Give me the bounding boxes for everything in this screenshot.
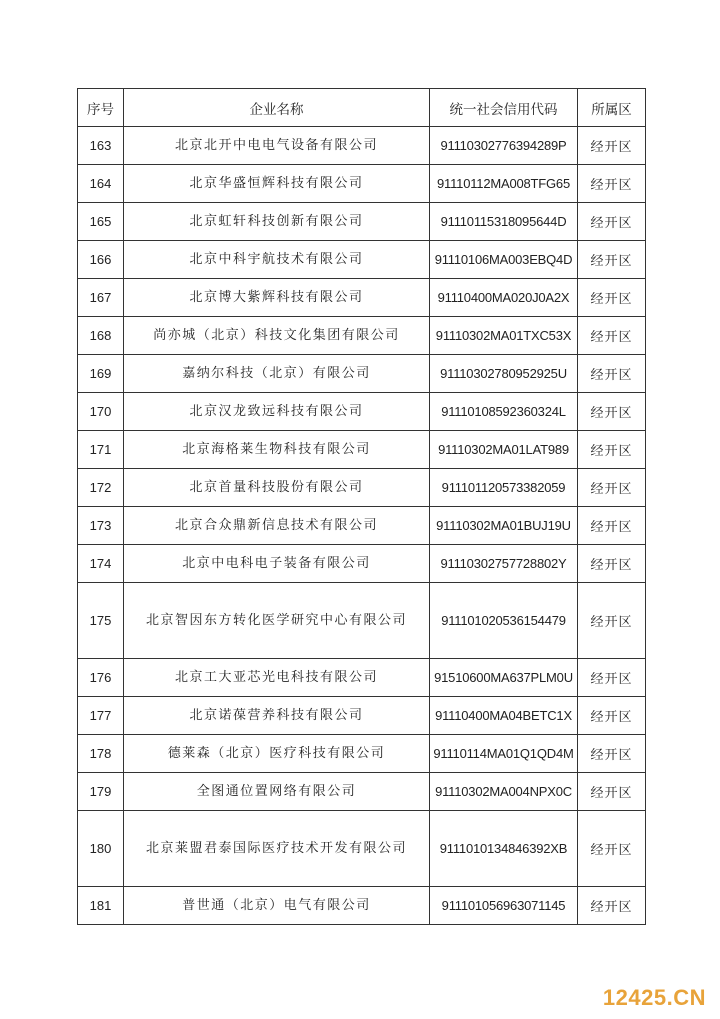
- cell-district: 经开区: [578, 355, 646, 393]
- cell-credit-code: 91110112MA008TFG65: [430, 165, 578, 203]
- cell-district: 经开区: [578, 507, 646, 545]
- table-row: [78, 431, 646, 469]
- cell-district: 经开区: [578, 469, 646, 507]
- table-row: [78, 203, 646, 241]
- cell-company-name: 德莱森（北京）医疗科技有限公司: [124, 735, 430, 773]
- cell-credit-code: 91510600MA637PLM0U: [430, 659, 578, 697]
- table-row: [78, 127, 646, 165]
- table-row: [78, 545, 646, 583]
- table-row: [78, 697, 646, 735]
- watermark-logo: 12425.CN: [602, 985, 706, 1010]
- cell-credit-code: 91110302776394289P: [430, 127, 578, 165]
- cell-seq: 181: [78, 887, 124, 925]
- cell-credit-code: 91110114MA01Q1QD4M: [430, 735, 578, 773]
- cell-credit-code: 91110302MA01BUJ19U: [430, 507, 578, 545]
- table-row: [78, 469, 646, 507]
- cell-company-name: 北京中科宇航技术有限公司: [124, 241, 430, 279]
- cell-district: 经开区: [578, 659, 646, 697]
- header-credit-code: 统一社会信用代码: [430, 89, 578, 127]
- cell-seq: 168: [78, 317, 124, 355]
- cell-company-name: 普世通（北京）电气有限公司: [124, 887, 430, 925]
- cell-district: 经开区: [578, 545, 646, 583]
- cell-seq: 165: [78, 203, 124, 241]
- company-table: [77, 88, 646, 925]
- cell-credit-code: 91110115318095644D: [430, 203, 578, 241]
- cell-seq: 177: [78, 697, 124, 735]
- cell-company-name: 北京虹轩科技创新有限公司: [124, 203, 430, 241]
- table-row: [78, 583, 646, 659]
- cell-seq: 172: [78, 469, 124, 507]
- cell-credit-code: 91110302MA004NPX0C: [430, 773, 578, 811]
- cell-company-name: 北京莱盟君泰国际医疗技术开发有限公司: [124, 811, 430, 887]
- cell-credit-code: 91110400MA020J0A2X: [430, 279, 578, 317]
- header-company-name: 企业名称: [124, 89, 430, 127]
- cell-company-name: 北京华盛恒辉科技有限公司: [124, 165, 430, 203]
- cell-company-name: 北京工大亚芯光电科技有限公司: [124, 659, 430, 697]
- cell-district: 经开区: [578, 127, 646, 165]
- cell-district: 经开区: [578, 279, 646, 317]
- cell-district: 经开区: [578, 165, 646, 203]
- cell-seq: 166: [78, 241, 124, 279]
- cell-company-name: 北京北开中电电气设备有限公司: [124, 127, 430, 165]
- cell-company-name: 北京首量科技股份有限公司: [124, 469, 430, 507]
- cell-seq: 171: [78, 431, 124, 469]
- cell-seq: 173: [78, 507, 124, 545]
- table-row: [78, 735, 646, 773]
- cell-seq: 179: [78, 773, 124, 811]
- cell-company-name: 北京智因东方转化医学研究中心有限公司: [124, 583, 430, 659]
- cell-company-name: 北京诺葆营养科技有限公司: [124, 697, 430, 735]
- cell-district: 经开区: [578, 735, 646, 773]
- table-row: [78, 811, 646, 887]
- cell-credit-code: 91110302780952925U: [430, 355, 578, 393]
- cell-seq: 164: [78, 165, 124, 203]
- table-row: [78, 317, 646, 355]
- cell-credit-code: 91110106MA003EBQ4D: [430, 241, 578, 279]
- cell-credit-code: 911101120573382059: [430, 469, 578, 507]
- cell-company-name: 北京海格莱生物科技有限公司: [124, 431, 430, 469]
- table-row: [78, 279, 646, 317]
- table-row: [78, 507, 646, 545]
- cell-seq: 176: [78, 659, 124, 697]
- table-row: [78, 659, 646, 697]
- table-row: [78, 241, 646, 279]
- cell-credit-code: 91110400MA04BETC1X: [430, 697, 578, 735]
- cell-company-name: 北京中电科电子装备有限公司: [124, 545, 430, 583]
- header-seq: 序号: [78, 89, 124, 127]
- cell-district: 经开区: [578, 203, 646, 241]
- table-body: [78, 127, 646, 925]
- cell-credit-code: 911101020536154479: [430, 583, 578, 659]
- cell-seq: 174: [78, 545, 124, 583]
- cell-credit-code: 91110302MA01LAT989: [430, 431, 578, 469]
- cell-district: 经开区: [578, 393, 646, 431]
- cell-district: 经开区: [578, 811, 646, 887]
- cell-credit-code: 9111010134846392XB: [430, 811, 578, 887]
- table-row: [78, 355, 646, 393]
- cell-company-name: 嘉纳尔科技（北京）有限公司: [124, 355, 430, 393]
- cell-seq: 163: [78, 127, 124, 165]
- cell-district: 经开区: [578, 773, 646, 811]
- cell-district: 经开区: [578, 697, 646, 735]
- cell-seq: 170: [78, 393, 124, 431]
- cell-credit-code: 911101056963071145: [430, 887, 578, 925]
- cell-seq: 169: [78, 355, 124, 393]
- cell-company-name: 北京合众鼎新信息技术有限公司: [124, 507, 430, 545]
- cell-seq: 167: [78, 279, 124, 317]
- cell-district: 经开区: [578, 887, 646, 925]
- cell-company-name: 尚亦城（北京）科技文化集团有限公司: [124, 317, 430, 355]
- cell-company-name: 北京汉龙致远科技有限公司: [124, 393, 430, 431]
- cell-credit-code: 91110108592360324L: [430, 393, 578, 431]
- cell-district: 经开区: [578, 241, 646, 279]
- header-district: 所属区: [578, 89, 646, 127]
- cell-seq: 178: [78, 735, 124, 773]
- cell-company-name: 北京博大紫辉科技有限公司: [124, 279, 430, 317]
- cell-seq: 175: [78, 583, 124, 659]
- cell-district: 经开区: [578, 431, 646, 469]
- cell-district: 经开区: [578, 317, 646, 355]
- cell-district: 经开区: [578, 583, 646, 659]
- cell-credit-code: 91110302MA01TXC53X: [430, 317, 578, 355]
- table-row: [78, 887, 646, 925]
- cell-company-name: 全图通位置网络有限公司: [124, 773, 430, 811]
- table-row: [78, 393, 646, 431]
- table-header-row: [78, 89, 646, 127]
- cell-credit-code: 91110302757728802Y: [430, 545, 578, 583]
- table-row: [78, 773, 646, 811]
- cell-seq: 180: [78, 811, 124, 887]
- table-row: [78, 165, 646, 203]
